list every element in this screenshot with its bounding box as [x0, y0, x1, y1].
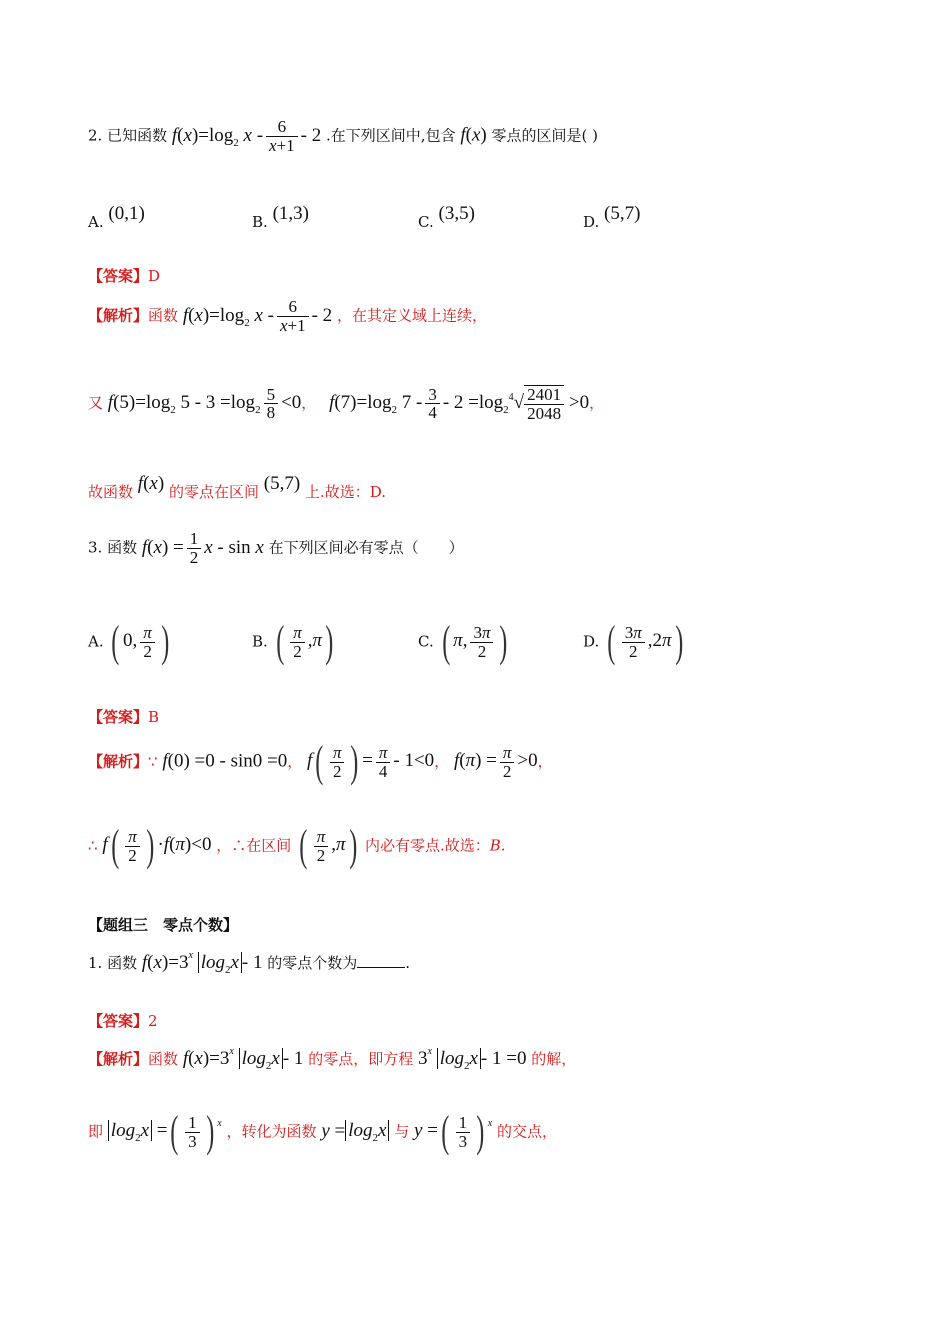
- q1-analysis-1: 【解析】函数 $f(x)=3^x$ $\log_2x - 1$ 的零点，即方程 3$^x$ $\log_2x - 1 =0$ 的解，: [88, 1046, 577, 1072]
- q3-option-c: C. ( π, $\frac{3\pi}{2}$ ): [418, 617, 508, 666]
- q3-answer: 【答案】B: [88, 708, 160, 726]
- section-title: 【题组三 零点个数】: [88, 916, 239, 934]
- answer-blank[interactable]: [357, 953, 405, 968]
- q3-analysis-2: ∴ f( $\frac{\pi}{2}$ ) ·f(π)<0 ，∴在区间 ( $\frac{\pi}{2}$ ,π) 内必有零点.故选：B.: [88, 821, 506, 870]
- q2-option-a: A. (0,1): [88, 203, 145, 231]
- q1-answer: 【答案】2: [88, 1012, 158, 1030]
- q3-option-b: B. ( $\frac{\pi}{2}$ ,π): [252, 617, 334, 666]
- q3-analysis-1: 【解析】∵ f(0) =0 - sin0 =0， f( $\frac{\pi}{2}$ ) = $\frac{\pi}{4}$ - 1<0， f(π) = $\frac{\pi}{2}$ >0，: [88, 737, 553, 786]
- q2-analysis-2: 又 $f(5)=\log_2$ $5 - 3 =\log_2$ $\frac{5}{8}$ <0， $f(7)=\log_2$ 7 - $\frac{3}{4}$ - $2 =\log_2^4√$ $\frac{2401}{2048}$ >0，: [88, 384, 605, 423]
- q1-stem: 1. 函数 $f(x)=3^x$ $\log_2x - 1$ 的零点个数为 .: [88, 950, 411, 976]
- q2-stem: 2. 已知函数 $f(x)=\log_2$ x - $\frac{6}{x+1}$ - 2 .在下列区间中,包含 f(x) 零点的区间是( ): [88, 117, 599, 155]
- q1-analysis-2: 即 $\log_2x$ =( $\frac{1}{3}$ ) $^x$ ，转化为函数 $y = \log_2x$ 与 y =( $\frac{1}{3}$ ) $^x$ 的交点，: [88, 1107, 557, 1156]
- q2-option-d: D. (5,7): [583, 203, 641, 231]
- q2-analysis-3: 故函数 f(x) 的零点在区间 (5,7) 上.故选：D.: [88, 473, 386, 501]
- q2-function-formula: $f(x)=\log_2$ x - $\frac{6}{x+1}$ - 2: [171, 117, 322, 155]
- q3-option-a: A. ( 0, $\frac{\pi}{2}$ ): [88, 617, 170, 666]
- q2-option-c: C. (3,5): [418, 203, 475, 231]
- q2-analysis-1: 【解析】函数 $f(x)=\log_2$ x - $\frac{6}{x+1}$ - 2 ，在其定义域上连续，: [88, 297, 487, 335]
- q3-stem: 3. 函数 f(x) = $\frac{1}{2}$ x - sin x 在下列区间必有零点（ ）: [88, 529, 464, 567]
- q2-answer: 【答案】D: [88, 267, 161, 285]
- q3-option-d: D. ( $\frac{3\pi}{2}$ ,2π): [583, 617, 683, 666]
- q2-option-b: B. (1,3): [252, 203, 309, 231]
